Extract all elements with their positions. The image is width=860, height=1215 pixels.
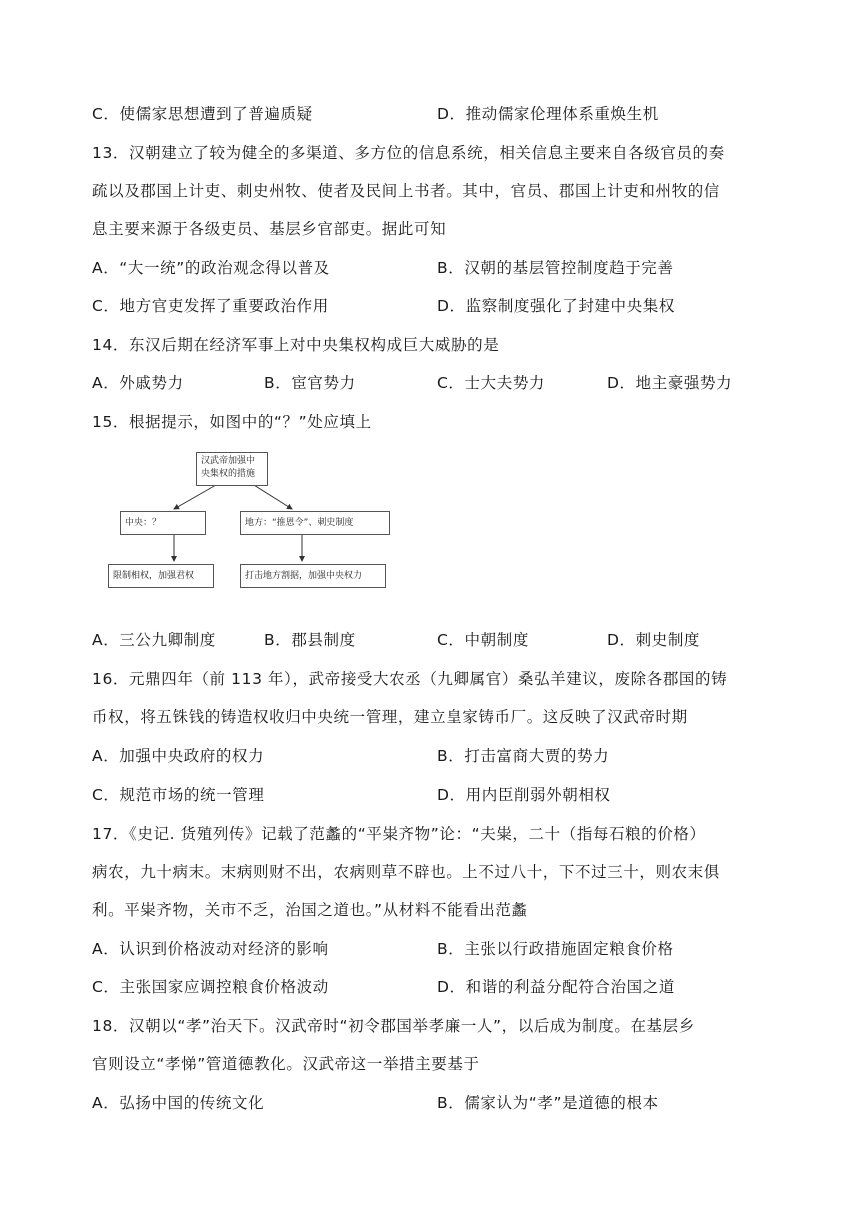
q15-stem: 15．根据提示，如图中的“？”处应填上 — [92, 413, 372, 431]
q17-stem-line3: 利。平粜齐物，关市不乏，治国之道也。”从材料不能看出范蠡 — [92, 901, 528, 919]
q18-option-a: A．弘扬中国的传统文化 — [92, 1094, 265, 1112]
q12-option-d: D．推动儒家伦理体系重焕生机 — [437, 105, 659, 123]
q15-option-d: D．刺史制度 — [607, 631, 701, 649]
diagram-local-box: 地方：“推恩令”、刺史制度 — [240, 511, 390, 535]
q13-option-b: B．汉朝的基层管控制度趋于完善 — [437, 259, 674, 277]
q15-option-c: C．中朝制度 — [437, 631, 529, 649]
q16-option-c: C．规范市场的统一管理 — [92, 786, 265, 804]
diagram-top-line2: 央集权的措施 — [201, 469, 256, 479]
q14-option-d: D．地主豪强势力 — [607, 374, 733, 392]
diagram-center-box: 中央：？ — [120, 511, 206, 535]
q18-stem-line2: 官则设立“孝悌”管道德教化。汉武帝这一举措主要基于 — [92, 1055, 480, 1073]
q16-option-d: D．用内臣削弱外朝相权 — [437, 786, 611, 804]
diagram-center-result-box: 限制相权，加强君权 — [108, 564, 214, 588]
q17-option-b: B．主张以行政措施固定粮食价格 — [437, 940, 674, 958]
q14-stem: 14．东汉后期在经济军事上对中央集权构成巨大威胁的是 — [92, 336, 500, 354]
arrow-to-local — [254, 485, 292, 509]
q13-option-c: C．地方官吏发挥了重要政治作用 — [92, 297, 329, 315]
q18-option-b: B．儒家认为“孝”是道德的根本 — [437, 1094, 659, 1112]
q13-option-a: A．“大一统”的政治观念得以普及 — [92, 259, 330, 277]
q15-flow-diagram — [104, 449, 394, 594]
diagram-top-line1: 汉武帝加强中 — [201, 456, 256, 466]
q17-option-c: C．主张国家应调控粮食价格波动 — [92, 978, 329, 996]
q14-option-b: B．宦官势力 — [264, 374, 356, 392]
q17-stem-line2: 病农，九十病末。末病则财不出，农病则草不辟也。上不过八十，下不过三十，则农末俱 — [92, 863, 720, 881]
q13-stem-line3: 息主要来源于各级吏员、基层乡官部吏。据此可知 — [92, 220, 447, 238]
q18-stem-line1: 18．汉朝以“孝”治天下。汉武帝时“初令郡国举孝廉一人”，以后成为制度。在基层乡 — [92, 1017, 695, 1035]
q12-option-c: C．使儒家思想遭到了普遍质疑 — [92, 105, 313, 123]
q13-option-d: D．监察制度强化了封建中央集权 — [437, 297, 675, 315]
diagram-top-box — [196, 452, 268, 486]
arrow-to-center — [174, 485, 216, 509]
q14-option-c: C．士大夫势力 — [437, 374, 546, 392]
q16-option-b: B．打击富商大贾的势力 — [437, 747, 610, 765]
q15-option-b: B．郡县制度 — [264, 631, 356, 649]
q17-option-a: A．认识到价格波动对经济的影响 — [92, 940, 329, 958]
q17-stem-line1: 17．《史记. 货殖列传》记载了范蠡的“平粜齐物”论：“夫粜，二十（指每石粮的价格） — [92, 825, 706, 843]
q16-option-a: A．加强中央政府的权力 — [92, 747, 265, 765]
q17-option-d: D．和谐的利益分配符合治国之道 — [437, 978, 675, 996]
q15-option-a: A．三公九卿制度 — [92, 631, 216, 649]
q16-stem-line2: 币权，将五铢钱的铸造权收归中央统一管理，建立皇家铸币厂。这反映了汉武帝时期 — [92, 708, 688, 726]
q13-stem-line2: 疏以及郡国上计吏、刺史州牧、使者及民间上书者。其中，官员、郡国上计吏和州牧的信 — [92, 182, 720, 200]
q13-stem-line1: 13．汉朝建立了较为健全的多渠道、多方位的信息系统，相关信息主要来自各级官员的奏 — [92, 144, 725, 162]
diagram-local-result-box: 打击地方割据，加强中央权力 — [240, 564, 386, 588]
q16-stem-line1: 16．元鼎四年（前 113 年），武帝接受大农丞（九卿属官）桑弘羊建议，废除各郡国的铸 — [92, 670, 728, 688]
q14-option-a: A．外戚势力 — [92, 374, 184, 392]
